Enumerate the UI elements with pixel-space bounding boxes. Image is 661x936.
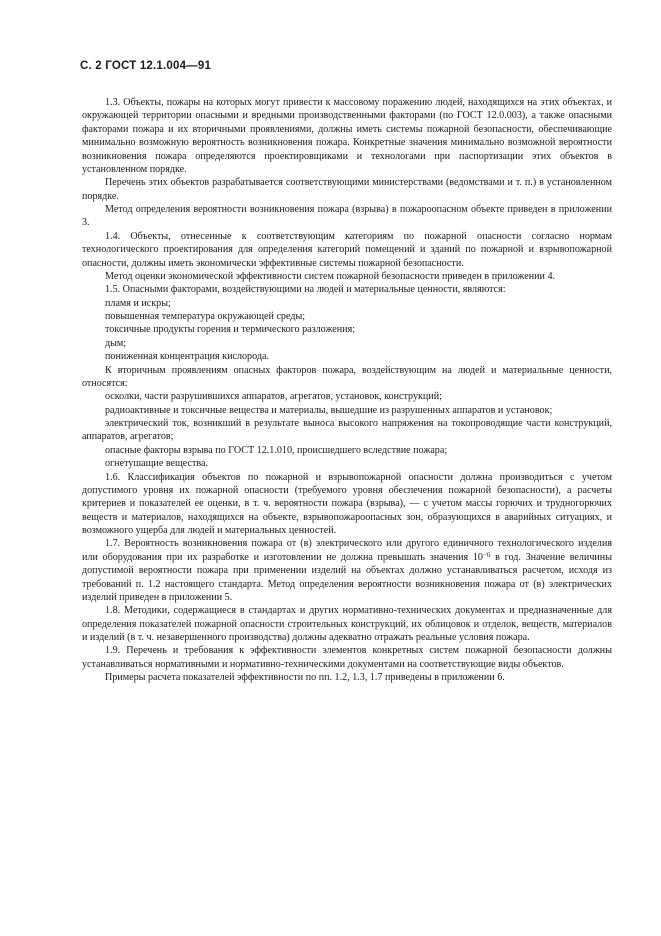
list-item: дым; xyxy=(105,337,127,349)
paragraph-1-5: 1.5. Опасными факторами, воздействующими на людей и материальные ценности, являются: xyxy=(105,284,506,296)
list-item: электрический ток, возникший в результате выноса высокого напряжения на токопроводящие части конструкций, аппаратов, агрегатов; xyxy=(82,418,612,443)
paragraph-method-appendix-4: Метод оценки экономической эффективности систем пожарной безопасности приведен в приложении 4. xyxy=(105,270,556,282)
paragraph-1-7-text-b: в год. Значение величины допустимой вероятности пожара при применении изделий на объектах должно устанавливаться расчетом, исходя из требований п. 1.2 настоящего стандарта. Метод определения вероятности возникновения пожара от (в) электрических изделий приведен в приложении 5. xyxy=(82,551,612,603)
list-item: радиоактивные и токсичные вещества и материалы, вышедшие из разрушенных аппаратов и установок; xyxy=(105,404,553,416)
paragraph-1-6: 1.6. Классификация объектов по пожарной и взрывопожарной опасности должна производиться с учетом допустимого уровня их пожарной опасности (требуемого уровня обеспечения пожарной безопасности), а расчеты критериев и показателей ее оценки, в т. ч. вероятности пожара (взрыва), — с учетом массы горючих и трудногорючих веществ и материалов, находящихся на объекте, взрывопожароопасных зон, образующихся в аварийных ситуациях, и возможного ущерба для людей и материальных ценностей. xyxy=(82,471,612,536)
paragraph-1-7 xyxy=(82,537,612,604)
paragraph-secondary-factors: К вторичным проявлениям опасных факторов пожара, воздействующим на людей и материальные ценности, относятся: xyxy=(82,364,612,389)
page-header: С. 2 ГОСТ 12.1.004—91 xyxy=(80,60,212,72)
body-text xyxy=(82,96,612,685)
list-item: опасные факторы взрыва по ГОСТ 12.1.010, происшедшего вследствие пожара; xyxy=(105,444,448,456)
list-item: осколки, части разрушившихся аппаратов, агрегатов, установок, конструкций; xyxy=(105,391,442,403)
paragraph-examples-appendix-6: Примеры расчета показателей эффективности по пп. 1.2, 1.3, 1.7 приведены в приложении 6. xyxy=(105,672,505,684)
list-item: пониженная концентрация кислорода. xyxy=(105,351,269,363)
list-item: пламя и искры; xyxy=(105,297,171,309)
paragraph-1-4: 1.4. Объекты, отнесенные к соответствующим категориям по пожарной опасности согласно нормам технологического проектирования для определения категорий помещений и зданий по пожарной и взрывопожарной опасности, должны иметь экономически эффективные системы пожарной безопасности. xyxy=(82,230,612,269)
paragraph-method-appendix-3: Метод определения вероятности возникновения пожара (взрыва) в пожароопасном объекте приведен в приложении 3. xyxy=(82,204,612,229)
list-item: повышенная температура окружающей среды; xyxy=(105,311,306,322)
paragraph-1-9: 1.9. Перечень и требования к эффективности элементов конкретных систем пожарной безопасности должны устанавливаться нормативными и нормативно-техническими документами на соответствующие виды объектов. xyxy=(82,645,612,670)
list-item: огнетушащие вещества. xyxy=(105,458,209,470)
list-item: токсичные продукты горения и термического разложения; xyxy=(105,324,356,336)
paragraph-1-8: 1.8. Методики, содержащиеся в стандартах и других нормативно-технических документах и предназначенные для определения показателей пожарной опасности строительных конструкций, их облицовок и отделок, веществ, материалов и изделий (в т. ч. незавершенного производства) должны адекватно отражать реальные условия пожара. xyxy=(82,605,612,643)
paragraph-1-3: 1.3. Объекты, пожары на которых могут привести к массовому поражению людей, находящихся на этих объектах, и окружающей территории опасными и вредными производственными факторами (по ГОСТ 12.0.003), а также опасными факторами пожара и их вторичными проявлениями, должны иметь системы пожарной безопасности, обеспечивающие минимально возможную вероятность возникновения пожара. Конкретные значения минимально возможной вероятности возникновения пожара определяются проектировщиками и технологами при паспортизации этих объектов в установленном порядке. xyxy=(82,97,612,175)
exponent: −6 xyxy=(482,550,491,559)
paragraph-1-7-text-a: 1.7. Вероятность возникновения пожара от (в) электрического или другого единичного технологического изделия или оборудования при их разработке и изготовлении не должна превышать значения 10 xyxy=(82,538,612,563)
paragraph-object-list: Перечень этих объектов разрабатывается соответствующими министерствами (ведомствами и т. п.) в установленном порядке. xyxy=(82,177,612,202)
